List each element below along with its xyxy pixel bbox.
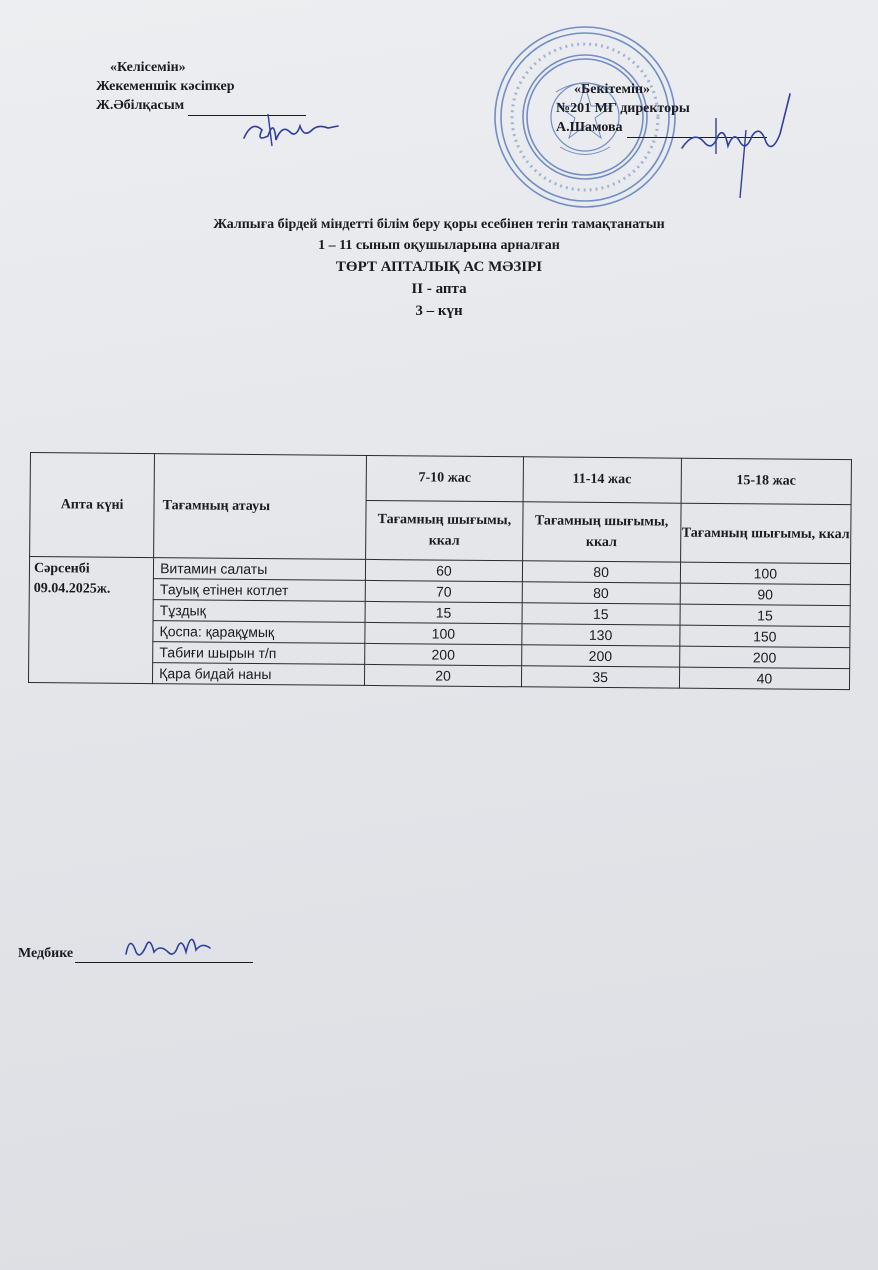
yield-header: Тағамның шығымы, ккал [522,502,681,562]
kcal-11-14: 130 [521,624,679,646]
header-age-15-18: 15-18 жас [681,458,852,504]
title-line-2: 1 – 11 сынып оқушыларына арналған [318,238,560,253]
kcal-15-18: 100 [680,562,850,584]
dish-name: Қоспа: қарақұмық [153,621,365,644]
title-line-3: ТӨРТ АПТАЛЫҚ АС МӘЗІРІ [335,259,543,275]
kcal-7-10: 15 [365,601,521,623]
day-date: 09.04.2025ж. [33,581,111,597]
approved-heading: «Бекітемін» [574,82,651,97]
header-dish: Тағамның атауы [154,454,367,560]
agreed-position: Жекеменшік кәсіпкер [96,79,235,94]
agreed-heading: «Келісемін» [110,60,186,75]
dish-name: Табиғи шырын т/п [153,642,365,665]
kcal-7-10: 60 [366,559,522,581]
kcal-11-14: 80 [522,582,680,604]
approved-position: №201 МГ директоры [556,101,690,116]
week-label: II - апта [411,281,467,297]
nurse-signature-line [75,946,253,963]
kcal-15-18: 200 [679,646,849,668]
day-label: 3 – күн [415,303,463,319]
kcal-15-18: 15 [680,604,850,626]
agreed-name: Ж.Әбілқасым [96,98,185,113]
title-line-1: Жалпыға бірдей міндетті білім беру қоры есебінен тегін тамақтанатын [213,217,665,232]
yield-header: Тағамның шығымы, ккал [680,503,851,563]
nurse-signature-block [18,946,253,963]
header-age-11-14: 11-14 жас [523,457,682,503]
kcal-15-18: 150 [680,625,850,647]
table-header-row [30,453,851,505]
kcal-11-14: 15 [522,603,680,625]
kcal-11-14: 200 [521,645,679,667]
kcal-11-14: 35 [521,666,679,688]
nurse-label: Медбике [18,946,74,961]
agreed-signature [238,108,342,152]
kcal-15-18: 90 [680,583,850,605]
approved-signature [676,90,798,200]
kcal-7-10: 100 [365,622,521,644]
kcal-7-10: 200 [365,643,521,665]
dish-name: Тауық етінен котлет [153,579,365,602]
dish-name: Витамин салаты [154,558,366,581]
dish-name: Қара бидай наны [153,663,365,686]
menu-table [28,452,852,690]
kcal-7-10: 70 [366,580,522,602]
day-name: Сәрсенбі [33,561,90,577]
header-day: Апта күні [30,453,155,558]
kcal-11-14: 80 [522,561,680,583]
approved-name: А.Шамова [556,120,623,135]
dish-name: Тұздық [153,600,365,623]
header-age-7-10: 7-10 жас [366,455,523,501]
kcal-15-18: 40 [679,667,849,689]
yield-header: Тағамның шығымы, ккал [366,500,523,560]
kcal-7-10: 20 [365,664,521,686]
menu-title [0,214,878,322]
day-cell [28,557,153,684]
